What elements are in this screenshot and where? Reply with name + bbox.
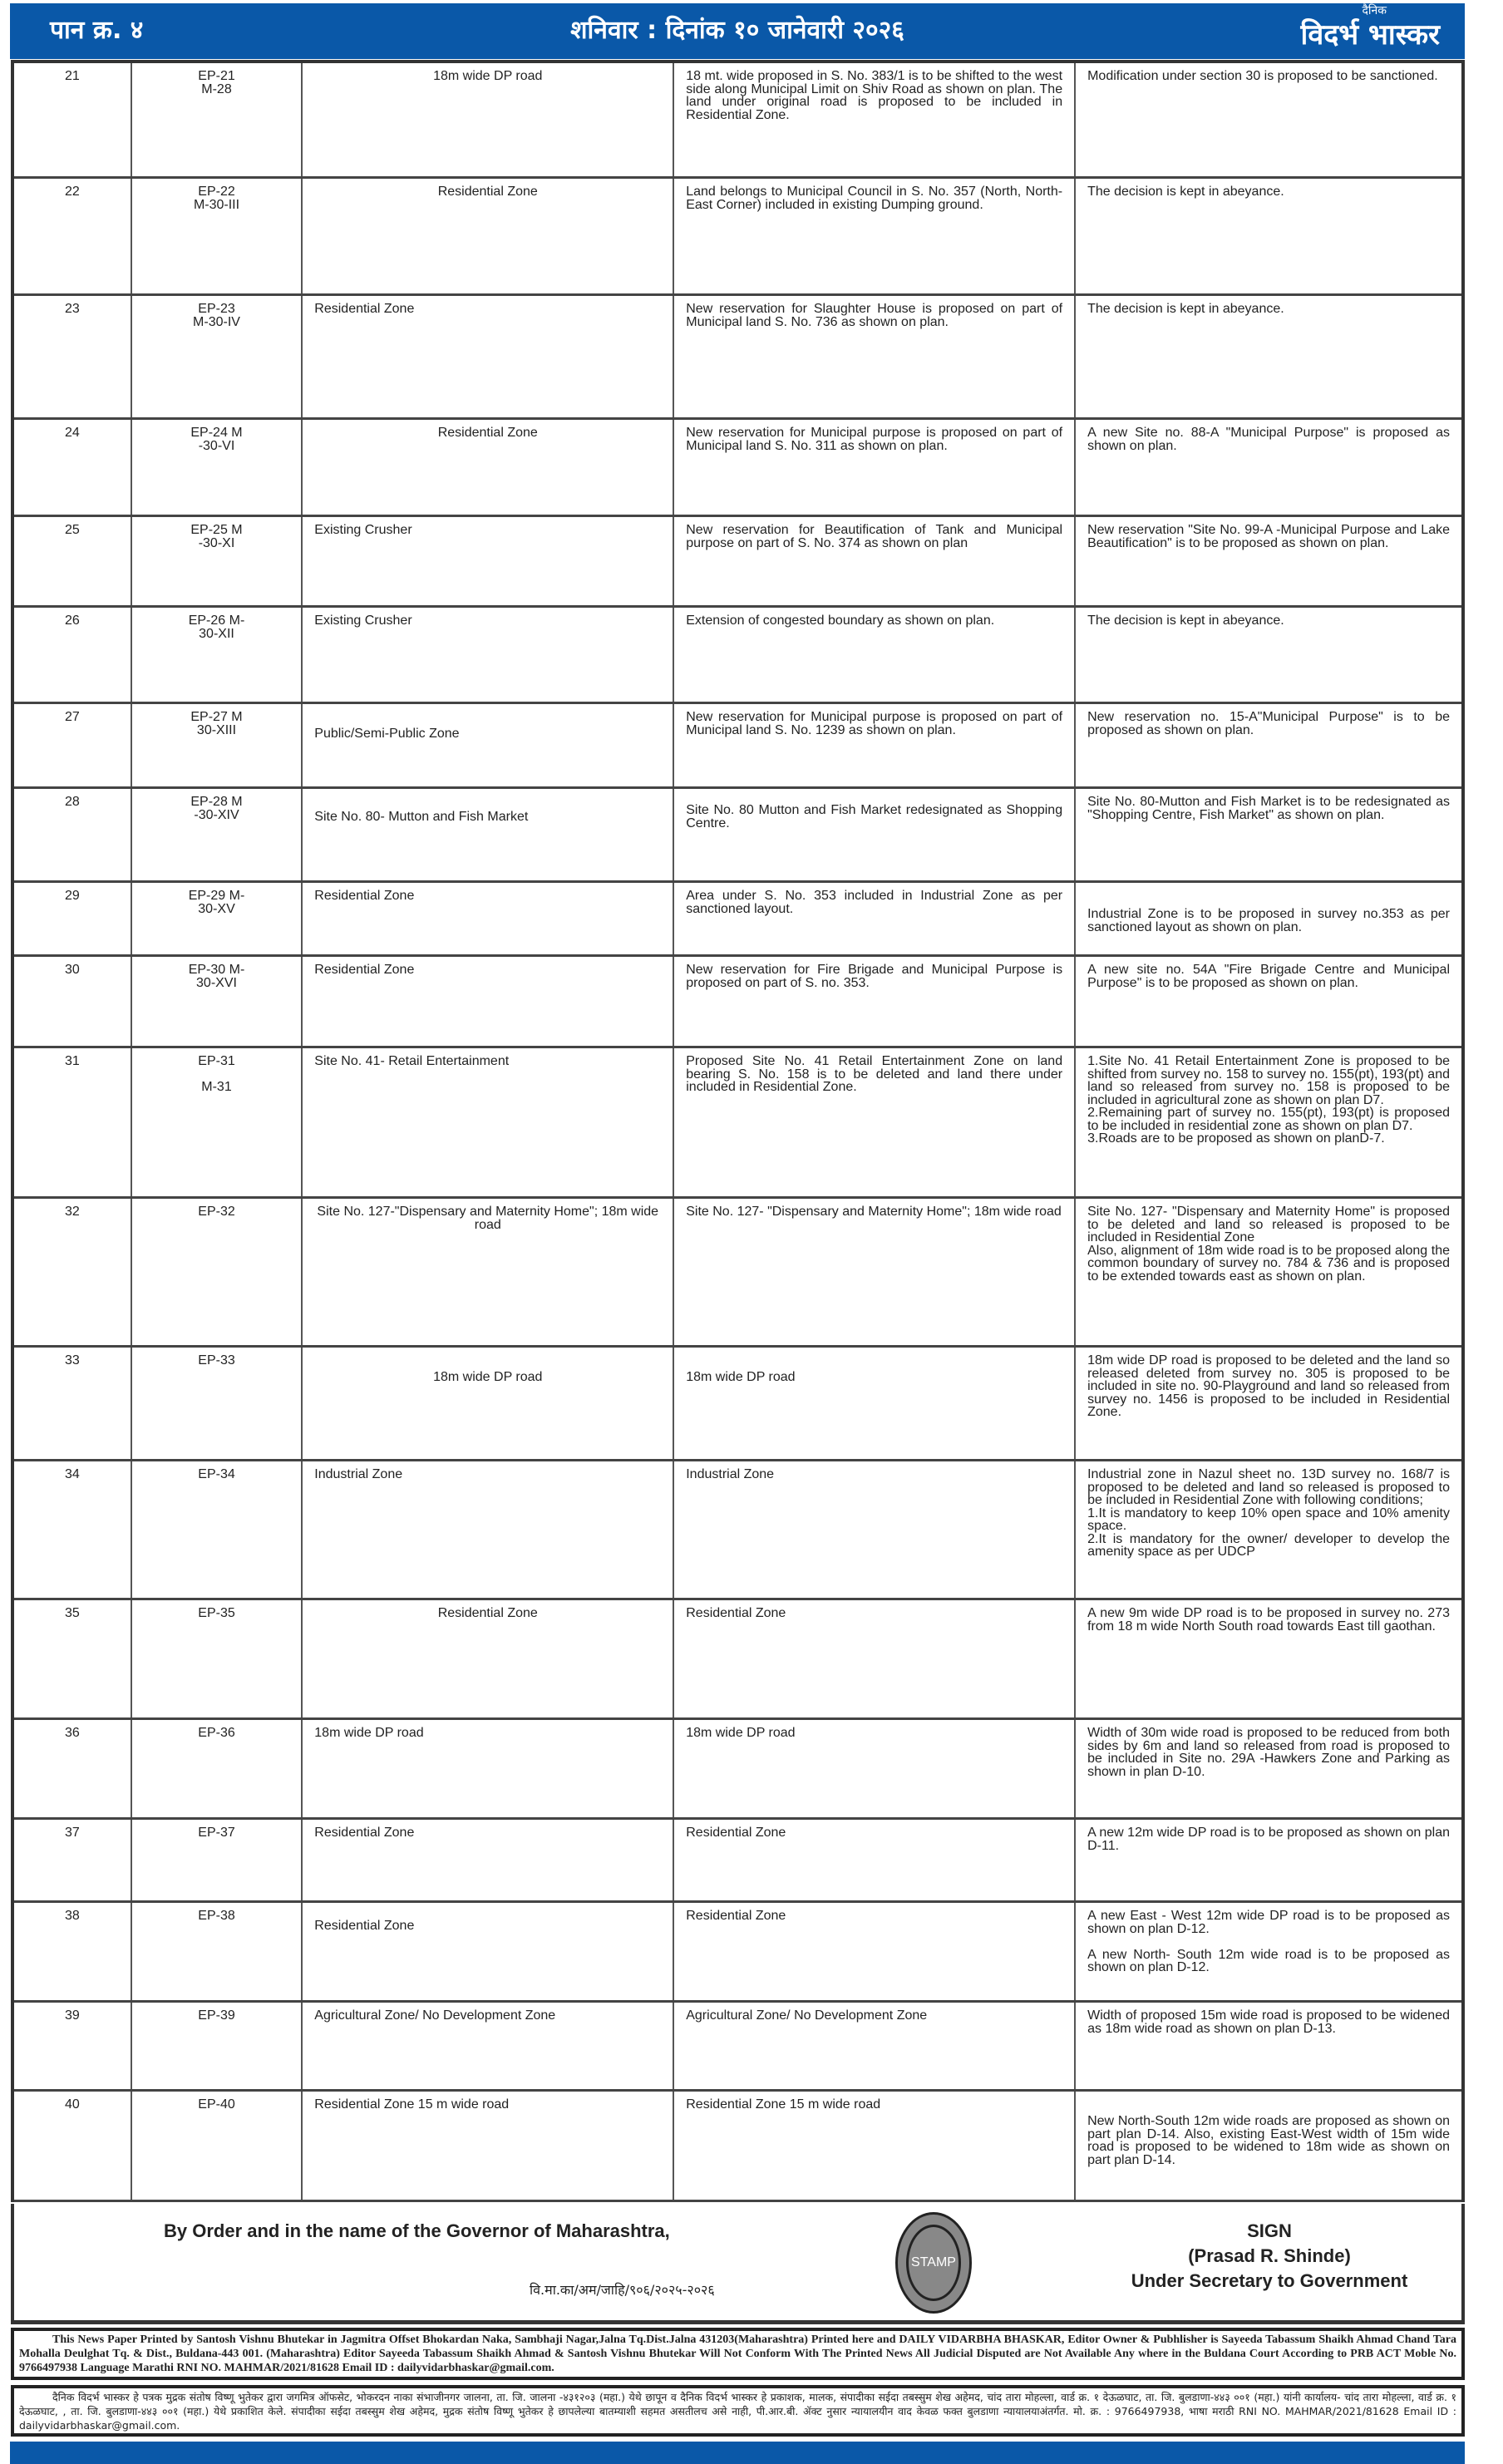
serial-number-cell: 36 [14,1720,132,1817]
table-row [14,517,1461,608]
existing-zone-cell: Public/Semi-Public Zone [303,704,674,786]
imprint-english: This News Paper Printed by Santosh Vishnu Bhutekar in Jagmitra Offset Bhokardan Naka, Sambhaji Nagar,Jalna Tq.Dist.Jalna 431203(Maharashtra) Printed here and DAILY VIDARBHA BHASKAR, Editor Owner & Pubhlisher is Sayeeda Tabassum Shaikh Ahmad Chand Tara Mohalla Deulghat Tq. & Dist., Buldana-443 001. (Maharashtra) Editor Sayeeda Tabassum Shaikh Ahmad & Santosh Vishnu Bhutekar Will Not Conform With The Printed News All Judicial Disputed are Not Available Any where in the Buldana Court According to PRB ACT Moble No. 9766497938 Language Marathi RNI NO. MAHMAR/2021/81628 Email ID : dailyvidarbhaskar@gmail.com. [11,2328,1465,2380]
page-number: पान क्र. ४ [50,16,144,45]
existing-zone-cell: Residential Zone [303,957,674,1046]
table-row [14,957,1461,1048]
table-row [14,63,1461,179]
proposal-cell: 18m wide DP road [674,1348,1076,1459]
existing-zone-cell: Residential Zone [303,883,674,954]
table-row [14,1903,1461,2003]
decision-cell: The decision is kept in abeyance. [1087,302,1284,316]
decision-cell: A new East - West 12m wide DP road is to be proposed as shown on plan D-12. A new North- South 12m wide road is to be proposed as shown on plan D-12. [1087,1909,1450,1974]
proposal-cell: Site No. 80 Mutton and Fish Market redesignated as Shopping Centre. [674,789,1076,880]
ep-number-cell: EP-22 M-30-III [132,179,303,293]
proposal-cell: 18m wide DP road [674,1720,1076,1817]
proposal-cell: Area under S. No. 353 included in Industrial Zone as per sanctioned layout. [674,883,1076,954]
existing-zone-cell: Residential Zone [303,296,674,417]
serial-number-cell: 22 [14,179,132,293]
existing-zone-cell: Agricultural Zone/ No Development Zone [303,2003,674,2089]
decision-cell: Site No. 80-Mutton and Fish Market is to be redesignated as "Shopping Centre, Fish Market" as shown on plan. [1087,795,1450,822]
existing-zone-cell: Residential Zone 15 m wide road [303,2092,674,2200]
decision-cell: 18m wide DP road is proposed to be deleted and the land so released deleted from survey no. 305 is proposed to be included in site no. 90-Playground and land so released from survey no. 1456 is proposed to be included in Residential Zone. [1087,1353,1450,1419]
proposal-cell: Residential Zone 15 m wide road [674,2092,1076,2200]
newspaper-logo [1301,3,1440,52]
decision-cell: A new 12m wide DP road is to be proposed as shown on plan D-11. [1087,1826,1450,1853]
proposal-cell: Residential Zone [674,1820,1076,1900]
serial-number-cell: 27 [14,704,132,786]
existing-zone-cell: Site No. 127-"Dispensary and Maternity Home"; 18m wide road [303,1199,674,1345]
existing-zone-cell: Industrial Zone [303,1461,674,1598]
table-row [14,1720,1461,1820]
sign-label: SIGN [1247,2220,1292,2241]
ep-number-cell: EP-35 [132,1600,303,1717]
table-row [14,1199,1461,1348]
proposal-cell: New reservation for Fire Brigade and Municipal Purpose is proposed on part of S. no. 353. [674,957,1076,1046]
decision-cell: New reservation "Site No. 99-A -Municipal Purpose and Lake Beautification" is to be proposed as shown on plan. [1087,523,1450,550]
serial-number-cell: 35 [14,1600,132,1717]
serial-number-cell: 34 [14,1461,132,1598]
proposal-cell: Agricultural Zone/ No Development Zone [674,2003,1076,2089]
table-row [14,420,1461,517]
existing-zone-cell: Residential Zone [303,1600,674,1717]
decision-cell: New North-South 12m wide roads are proposed as shown on part plan D-14. Also, existing East-West width of 15m wide road is proposed to be widened to 18m wide as shown on part plan D-14. [1087,2114,1450,2167]
serial-number-cell: 38 [14,1903,132,2000]
existing-zone-cell: 18m wide DP road [303,1348,674,1459]
decision-cell: Width of 30m wide road is proposed to be reduced from both sides by 6m and land so released from road is proposed to be included in Site no. 29A -Hawkers Zone and Parking as shown in plan D-10. [1087,1726,1450,1779]
proposal-cell: Proposed Site No. 41 Retail Entertainment Zone on land bearing S. No. 158 is to be deleted and land there under included in Residential Zone. [674,1048,1076,1196]
table-row [14,704,1461,789]
ep-number-cell: EP-31 M-31 [132,1048,303,1196]
modifications-table [11,60,1465,2202]
existing-zone-cell: Residential Zone [303,1903,674,2000]
existing-zone-cell: Site No. 41- Retail Entertainment [303,1048,674,1196]
proposal-cell: 18 mt. wide proposed in S. No. 383/1 is to be shifted to the west side along Municipal Limit on Shiv Road as shown on plan. The land under original road is proposed to be included in Residential Zone. [674,63,1076,176]
decision-cell: Modification under section 30 is proposed to be sanctioned. [1087,69,1438,83]
table-row [14,883,1461,957]
existing-zone-cell: Residential Zone [303,179,674,293]
stamp-label: STAMP [911,2255,956,2269]
serial-number-cell: 28 [14,789,132,880]
serial-number-cell: 23 [14,296,132,417]
serial-number-cell: 33 [14,1348,132,1459]
decision-cell: A new Site no. 88-A "Municipal Purpose" is proposed as shown on plan. [1087,426,1450,453]
serial-number-cell: 37 [14,1820,132,1900]
existing-zone-cell: Residential Zone [303,1820,674,1900]
decision-cell: The decision is kept in abeyance. [1087,185,1284,199]
signature-block [11,2204,1465,2324]
existing-zone-cell: Existing Crusher [303,608,674,702]
ep-number-cell: EP-21 M-28 [132,63,303,176]
ep-number-cell: EP-29 M- 30-XV [132,883,303,954]
table-row [14,1348,1461,1461]
table-row [14,1600,1461,1720]
table-row [14,608,1461,704]
serial-number-cell: 21 [14,63,132,176]
table-row [14,1048,1461,1199]
reference-number: वि.मा.का/अम/जाहि/९०६/२०२५-२०२६ [530,2282,715,2298]
ep-number-cell: EP-34 [132,1461,303,1598]
decision-cell: New reservation no. 15-A"Municipal Purpose" is to be proposed as shown on plan. [1087,710,1450,737]
existing-zone-cell: 18m wide DP road [303,1720,674,1817]
decision-cell: A new 9m wide DP road is to be proposed in survey no. 273 from 18 m wide North South road towards East till gaothan. [1087,1606,1450,1634]
proposal-cell: Extension of congested boundary as shown on plan. [674,608,1076,702]
decision-cell: Width of proposed 15m wide road is proposed to be widened as 18m wide road as shown on plan D-13. [1087,2008,1450,2036]
newspaper-header [10,3,1465,59]
ep-number-cell: EP-33 [132,1348,303,1459]
ep-number-cell: EP-32 [132,1199,303,1345]
ep-number-cell: EP-36 [132,1720,303,1817]
table-row [14,296,1461,420]
proposal-cell: New reservation for Municipal purpose is proposed on part of Municipal land S. No. 1239 as shown on plan. [674,704,1076,786]
ep-number-cell: EP-37 [132,1820,303,1900]
serial-number-cell: 32 [14,1199,132,1345]
signatory-designation: Under Secretary to Government [1131,2270,1408,2291]
ep-number-cell: EP-23 M-30-IV [132,296,303,417]
serial-number-cell: 25 [14,517,132,605]
serial-number-cell: 31 [14,1048,132,1196]
serial-number-cell: 29 [14,883,132,954]
existing-zone-cell: Existing Crusher [303,517,674,605]
proposal-cell: New reservation for Municipal purpose is proposed on part of Municipal land S. No. 311 as shown on plan. [674,420,1076,515]
proposal-cell: New reservation for Slaughter House is proposed on part of Municipal land S. No. 736 as shown on plan. [674,296,1076,417]
table-row [14,789,1461,883]
ep-number-cell: EP-25 M -30-XI [132,517,303,605]
table-row [14,2003,1461,2092]
table-row [14,1820,1461,1903]
proposal-cell: New reservation for Beautification of Tank and Municipal purpose on part of S. No. 374 as shown on plan [674,517,1076,605]
decision-cell: Industrial zone in Nazul sheet no. 13D survey no. 168/7 is proposed to be deleted and land so released is proposed to be included in Residential Zone with following conditions; 1.It is mandatory to keep 10% open space and 10% amenity space. 2.It is mandatory for the owner/ developer to develop the amenity space as per UDCP [1087,1467,1450,1559]
proposal-cell: Residential Zone [674,1903,1076,2000]
table-row [14,179,1461,296]
decision-cell: Site No. 127- "Dispensary and Maternity Home" is proposed to be deleted and land so released is proposed to be included in Residential Zone Also, alignment of 18m wide road is to be proposed along the common boundary of survey no. 784 & 736 and is proposed to be extended towards east as shown on plan. [1087,1205,1450,1284]
order-statement: By Order and in the name of the Governor of Maharashtra, [164,2220,670,2241]
proposal-cell: Site No. 127- "Dispensary and Maternity Home"; 18m wide road [674,1199,1076,1345]
ep-number-cell: EP-39 [132,2003,303,2089]
proposal-cell: Industrial Zone [674,1461,1076,1598]
ep-number-cell: EP-26 M- 30-XII [132,608,303,702]
existing-zone-cell: 18m wide DP road [303,63,674,176]
ep-number-cell: EP-28 M -30-XIV [132,789,303,880]
ep-number-cell: EP-40 [132,2092,303,2200]
ep-number-cell: EP-30 M- 30-XVI [132,957,303,1046]
ep-number-cell: EP-27 M 30-XIII [132,704,303,786]
bottom-bar [10,2442,1465,2464]
proposal-cell: Residential Zone [674,1600,1076,1717]
imprint-marathi: दैनिक विदर्भ भास्कर हे पत्रक मुद्रक संतोष विष्णू भुतेकर द्वारा जगमित्र ऑफसेट, भोकरदन नाका संभाजीनगर जालना, ता. जि. जालना -४३१२०३ (महा.) येथे छापून व दैनिक विदर्भ भास्कर हे प्रकाशक, मालक, संपादीका सईदा तबस्सुम शेख अहेमद, चांद तारा मोहल्ला, वार्ड क्र. १ देऊळघाट, ता. जि. बुलडाणा-४४३ ००१ (महा.) यांनी कार्यालय- चांद तारा मोहल्ला, वार्ड क्र. १ देऊळघाट, , ता. जि. बुलडाणा-४४३ ००१ (महा.) येथे प्रकाशित केले. संपादीका सईदा तबस्सुम शेख अहेमद, मुद्रक संतोष विष्णू भुतेकर हे छापलेल्या बातम्याशी सहमत असतीलच असे नाही, पी.आर.बी. ॲक्ट नुसार न्यायालयीन वाद केवळ फक्त बुलडाणा न्यायालयाअंतर्गत. मो. क्र. : 9766497938, भाषा मराठी RNI NO. MAHMAR/2021/81628 Email ID : dailyvidarbhaskar@gmail.com. [11,2385,1465,2437]
decision-cell: The decision is kept in abeyance. [1087,614,1284,628]
ep-number-cell: EP-24 M -30-VI [132,420,303,515]
signatory [1087,2219,1452,2294]
signatory-name: (Prasad R. Shinde) [1188,2245,1351,2266]
stamp-seal [895,2212,972,2314]
logo-title: विदर्भ भास्कर [1300,18,1440,52]
stamp-inner [906,2225,961,2301]
serial-number-cell: 30 [14,957,132,1046]
proposal-cell: Land belongs to Municipal Council in S. No. 357 (North, North-East Corner) included in existing Dumping ground. [674,179,1076,293]
serial-number-cell: 26 [14,608,132,702]
decision-cell: 1.Site No. 41 Retail Entertainment Zone is proposed to be shifted from survey no. 158 to survey no. 155(pt), 193(pt) and land so released from survey no. 158 is proposed to be included in agricultural zone as shown on plan D7. 2.Remaining part of survey no. 155(pt), 193(pt) is proposed to be included in residential zone as shown on plan D7. 3.Roads are to be proposed as shown on planD-7. [1087,1054,1450,1146]
existing-zone-cell: Residential Zone [303,420,674,515]
serial-number-cell: 39 [14,2003,132,2089]
issue-date: शनिवार : दिनांक १० जानेवारी २०२६ [570,16,904,45]
serial-number-cell: 24 [14,420,132,515]
logo-small-text: दैनिक [1362,4,1387,17]
table-row [14,1461,1461,1600]
ep-number-cell: EP-38 [132,1903,303,2000]
decision-cell: Industrial Zone is to be proposed in survey no.353 as per sanctioned layout as shown on plan. [1087,907,1450,934]
serial-number-cell: 40 [14,2092,132,2200]
table-row [14,2092,1461,2202]
decision-cell: A new site no. 54A "Fire Brigade Centre and Municipal Purpose" is to be proposed as shown on plan. [1087,963,1450,990]
existing-zone-cell: Site No. 80- Mutton and Fish Market [303,789,674,880]
